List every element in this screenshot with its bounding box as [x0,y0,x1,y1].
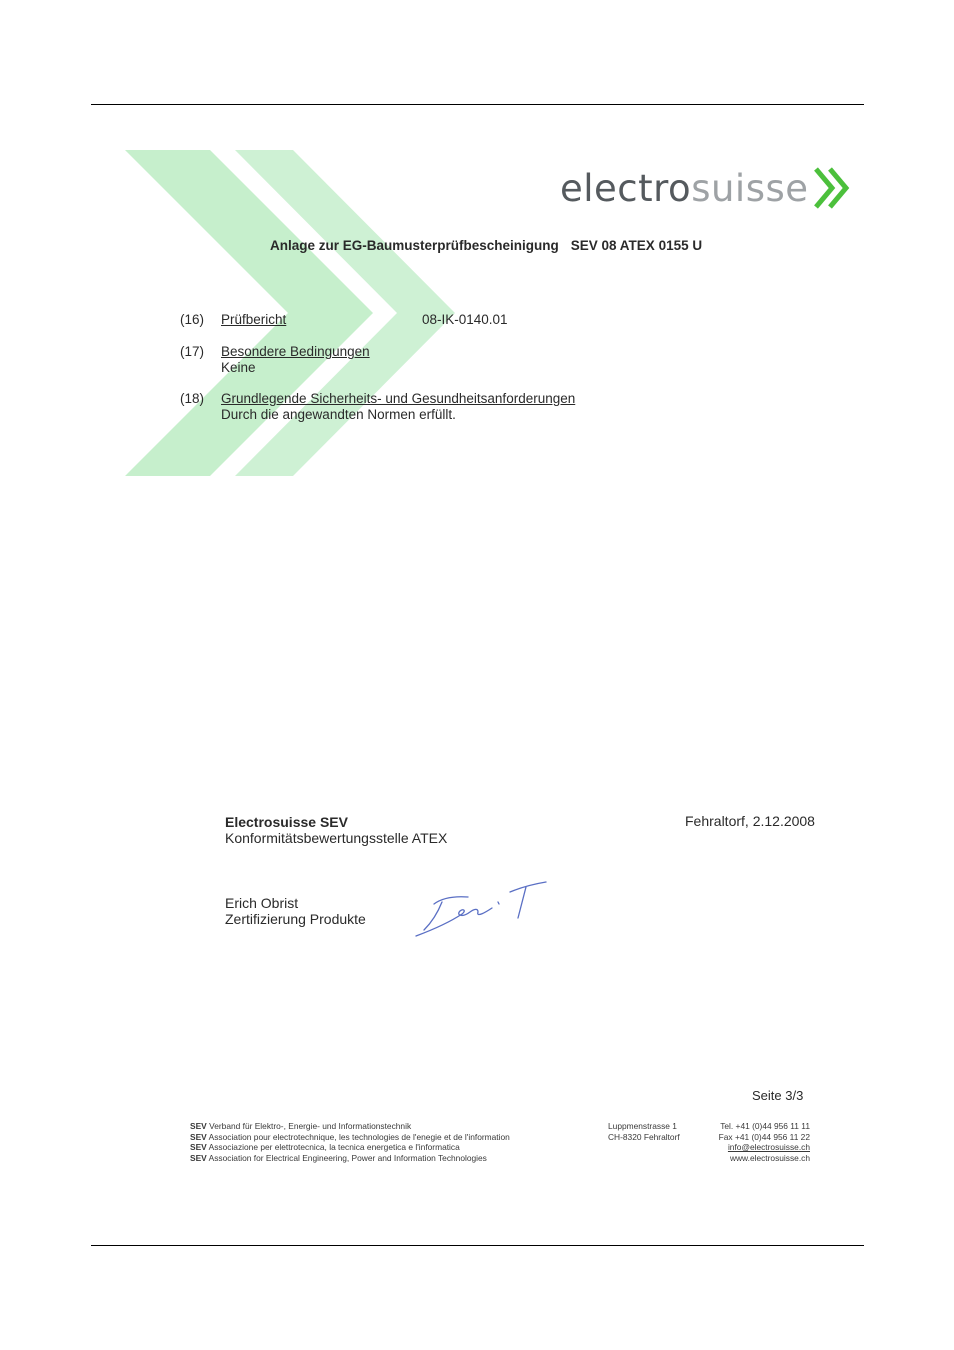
page-heading [270,238,702,253]
item-text: Keine [221,360,256,375]
item-number: (16) [180,312,205,327]
footer-address [608,1121,680,1142]
footer-line: SEV Association for Electrical Engineering, Power and Information Technologies [190,1152,487,1163]
contact-tel: Tel. +41 (0)44 956 11 11 [720,1121,810,1131]
issuer-block [225,814,447,846]
item-text: Durch die angewandten Normen erfüllt. [221,407,456,422]
contact-fax: Fax +41 (0)44 956 11 22 [718,1131,810,1142]
logo-chevron-icon [813,165,853,211]
signatory-block [225,895,366,927]
issuer-department: Konformitätsbewertungsstelle ATEX [225,830,448,846]
page-number: Seite 3/3 [752,1088,804,1103]
item-label: Prüfbericht [221,312,287,327]
signature-icon [412,878,552,940]
item-number: (17) [180,344,205,359]
chevron-watermark-icon [125,150,455,476]
electrosuisse-logo [560,163,853,213]
logo-part-2: suisse [691,166,809,210]
address-city: CH-8320 Fehraltorf [608,1131,680,1142]
footer-line: SEV Associazione per elettrotecnica, la tecnica energetica e l'informatica [190,1142,460,1153]
report-number: 08-IK-0140.01 [422,312,508,327]
contact-website: www.electrosuisse.ch [729,1152,810,1163]
contact-email-link[interactable]: info@electrosuisse.ch [727,1142,810,1153]
footer-line: SEV Association pour electrotechnique, les technologies de l'enegie et de l'information [190,1131,510,1142]
place-date: Fehraltorf, 2.12.2008 [685,813,815,829]
item-number: (18) [180,391,205,406]
item-label: Grundlegende Sicherheits- und Gesundheitsanforderungen [221,391,576,406]
logo-part-1: electro [560,166,692,210]
footer-line: SEV Verband für Elektro-, Energie- und Informationstechnik [190,1121,412,1131]
certificate-reference: SEV 08 ATEX 0155 U [570,238,703,253]
heading-title: Anlage zur EG-Baumusterprüfbescheinigung [270,238,559,253]
signatory-role: Zertifizierung Produkte [225,911,366,927]
address-street: Luppmenstrasse 1 [608,1121,677,1131]
footer-association-lines [190,1121,510,1163]
header-rule [91,104,864,105]
footer-rule [91,1245,864,1246]
item-label: Besondere Bedingungen [221,344,370,359]
footer-contact [700,1121,810,1163]
issuer-name: Electrosuisse SEV [225,814,348,830]
signatory-name: Erich Obrist [225,895,299,911]
